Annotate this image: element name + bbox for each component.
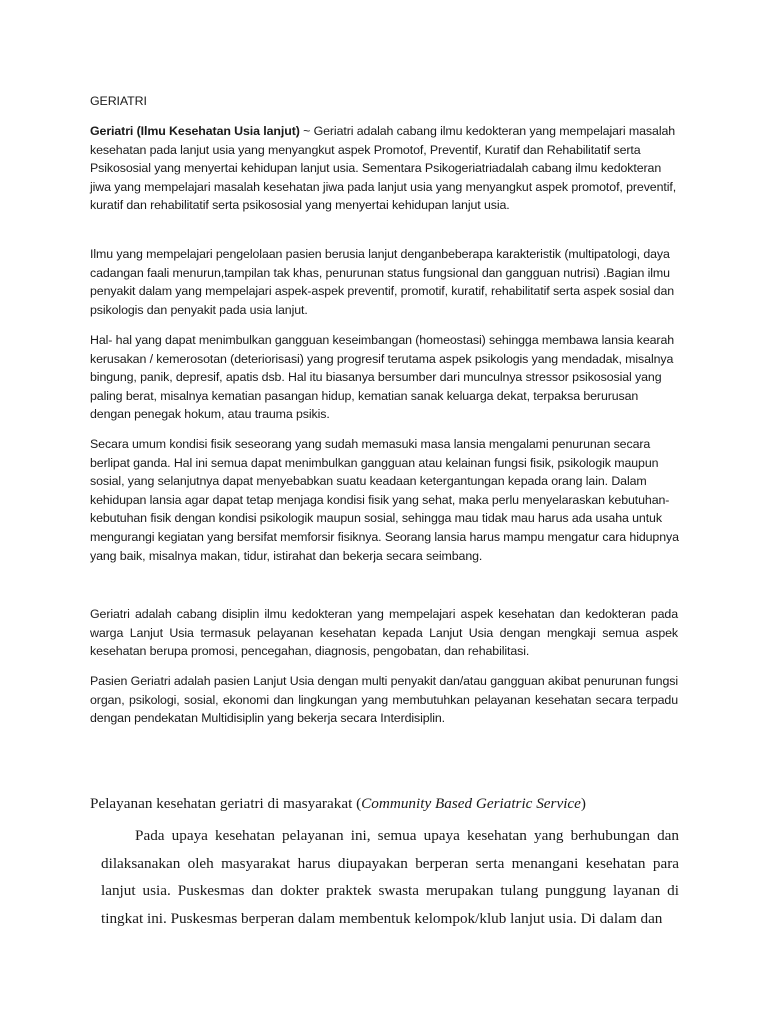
section-body: [101, 822, 679, 932]
paragraph-homeostasis-text: Hal- hal yang dapat menimbulkan gangguan keseimbangan (homeostasi) sehingga membawa lansia kearah kerusakan / kemerosotan (deteriorisasi) yang progresif terutama aspek psikologis yang mendadak, misalnya bingung, panik, depresif, apatis dsb. Hal itu biasanya bersumber dari munculnya stressor psikososial yang paling berat, misalnya kematian pasangan hidup, kematian sanak keluarga dekat, terpaksa berurusan dengan penegak hokum, atau trauma psikis.: [90, 333, 675, 422]
paragraph-characteristics: [90, 245, 682, 319]
paragraph-definition: [90, 122, 682, 215]
section-title-plain: Pelayanan kesehatan geriatri di masyarakat (: [90, 795, 362, 812]
paragraph-characteristics-text: Ilmu yang mempelajari pengelolaan pasien berusia lanjut denganbeberapa karakteristik (multipatologi, daya cadangan faali menurun,tampilan tak khas, penurunan status fungsional dan gangguan nutrisi) .Bagian ilmu penyakit dalam yang mempelajari aspek-aspek preventif, promotif, kuratif, rehabilitatif serta aspek sosial dan psikologis dan penyakit pada usia lanjut.: [90, 247, 675, 317]
section-title-close: ): [580, 795, 586, 812]
section-title: [90, 794, 690, 814]
paragraph-physical-condition-text: Secara umum kondisi fisik seseorang yang sudah memasuki masa lansia mengalami penurunan secara berlipat ganda. Hal ini semua dapat menimbulkan gangguan atau kelainan fungsi fisik, psikologik maupun sosial, yang selanjutnya dapat menyebabkan suatu keadaan ketergantungan kepada orang lain. Dalam kehidupan lansia agar dapat tetap menjaga kondisi fisik yang sehat, maka perlu menyelaraskan kebutuhan-kebutuhan fisik dengan kondisi psikologik maupun sosial, sehingga mau tidak mau harus ada usaha untuk mengurangi kegiatan yang bersifat memforsir fisiknya. Seorang lansia harus mampu mengatur cara hidupnya yang baik, misalnya makan, tidur, istirahat dan bekerja secara seimbang.: [90, 437, 679, 563]
paragraph-geriatri-patient: [90, 672, 678, 728]
paragraph-geriatri-discipline: [90, 605, 678, 661]
section-title-italic: Community Based Geriatric Service: [361, 795, 581, 812]
paragraph-geriatri-discipline-text: Geriatri adalah cabang disiplin ilmu kedokteran yang mempelajari aspek kesehatan dan kedokteran pada warga Lanjut Usia termasuk pelayanan kesehatan kepada Lanjut Usia dengan mengkaji semua aspek kesehatan berupa promosi, pencegahan, diagnosis, pengobatan, dan rehabilitasi.: [90, 607, 678, 659]
definition-body: ~ Geriatri adalah cabang ilmu kedokteran yang mempelajari masalah kesehatan pada lanjut usia yang menyangkut aspek Promotof, Preventif, Kuratif dan Rehabilitatif serta Psikososial yang menyertai kehidupan lanjut usia. Sementara Psikogeriatriadalah cabang ilmu kedokteran jiwa yang mempelajari masalah kesehatan jiwa pada lanjut usia yang menyangkut aspek promotof, preventif, kuratif dan rehabilitatif serta psikososial yang menyertai kehidupan lanjut usia.: [90, 124, 677, 213]
term-bold: Geriatri (Ilmu Kesehatan Usia lanjut): [90, 124, 300, 138]
heading-text: GERIATRI: [90, 94, 147, 108]
paragraph-homeostasis: [90, 331, 682, 424]
section-body-text: Pada upaya kesehatan pelayanan ini, semua upaya kesehatan yang berhubungan dan dilaksanakan oleh masyarakat harus diupayakan berperan serta menangani kesehatan para lanjut usia. Puskesmas dan dokter praktek swasta merupakan tulang punggung layanan di tingkat ini. Puskesmas berperan dalam membentuk kelompok/klub lanjut usia. Di dalam dan: [101, 827, 679, 927]
page-heading: [90, 92, 682, 111]
paragraph-definition-text: [90, 122, 682, 215]
paragraph-physical-condition: [90, 435, 682, 565]
paragraph-geriatri-patient-text: Pasien Geriatri adalah pasien Lanjut Usia dengan multi penyakit dan/atau gangguan akibat penurunan fungsi organ, psikologi, sosial, ekonomi dan lingkungan yang membutuhkan pelayanan kesehatan secara terpadu dengan pendekatan Multidisiplin yang bekerja secara Interdisiplin.: [90, 674, 678, 726]
